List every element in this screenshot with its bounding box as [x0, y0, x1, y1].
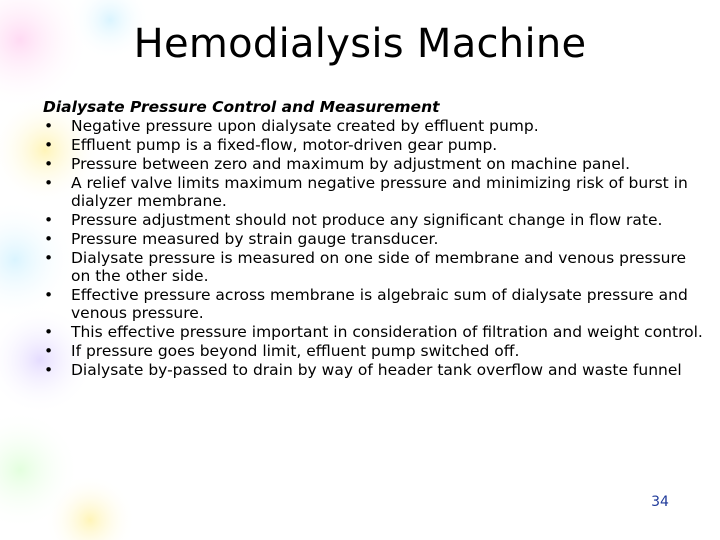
list-item-text: A relief valve limits maximum negative pressure and minimizing risk of burst in dialyzer membrane. [71, 174, 688, 210]
list-item-text: If pressure goes beyond limit, effluent pump switched off. [71, 342, 520, 360]
list-item-text: Negative pressure upon dialysate created by effluent pump. [71, 117, 539, 135]
bullet-icon: • [44, 174, 54, 192]
slide-content [43, 98, 703, 380]
list-item [43, 211, 703, 229]
page-number: 34 [651, 494, 669, 510]
list-item [43, 342, 703, 360]
bullet-icon: • [44, 286, 54, 304]
list-item-text: Effluent pump is a fixed-flow, motor-driven gear pump. [71, 136, 498, 154]
list-item [43, 155, 703, 173]
list-item [43, 361, 703, 379]
list-item [43, 249, 703, 285]
list-item-text: Pressure between zero and maximum by adjustment on machine panel. [71, 155, 631, 173]
list-item-text: This effective pressure important in consideration of filtration and weight control. [71, 323, 703, 341]
list-item [43, 117, 703, 135]
list-item-text: Pressure adjustment should not produce any significant change in flow rate. [71, 211, 663, 229]
bullet-icon: • [44, 211, 54, 229]
list-item-text: Dialysate pressure is measured on one side of membrane and venous pressure on the other side. [71, 249, 687, 285]
bullet-icon: • [44, 323, 54, 341]
list-item-text: Pressure measured by strain gauge transducer. [71, 230, 439, 248]
list-item [43, 286, 703, 322]
section-subtitle: Dialysate Pressure Control and Measurement [43, 98, 440, 116]
list-item [43, 323, 703, 341]
bullet-icon: • [44, 361, 54, 379]
list-item [43, 230, 703, 248]
bullet-icon: • [44, 136, 54, 154]
list-item [43, 174, 703, 210]
bullet-icon: • [44, 155, 54, 173]
bullet-icon: • [44, 230, 54, 248]
bullet-list [43, 117, 703, 379]
list-item-text: Dialysate by-passed to drain by way of header tank overflow and waste funnel [71, 361, 682, 379]
slide-title: Hemodialysis Machine [133, 21, 587, 67]
bullet-icon: • [44, 117, 54, 135]
bullet-icon: • [44, 249, 54, 267]
list-item [43, 136, 703, 154]
list-item-text: Effective pressure across membrane is algebraic sum of dialysate pressure and venous pressure. [71, 286, 688, 322]
bullet-icon: • [44, 342, 54, 360]
